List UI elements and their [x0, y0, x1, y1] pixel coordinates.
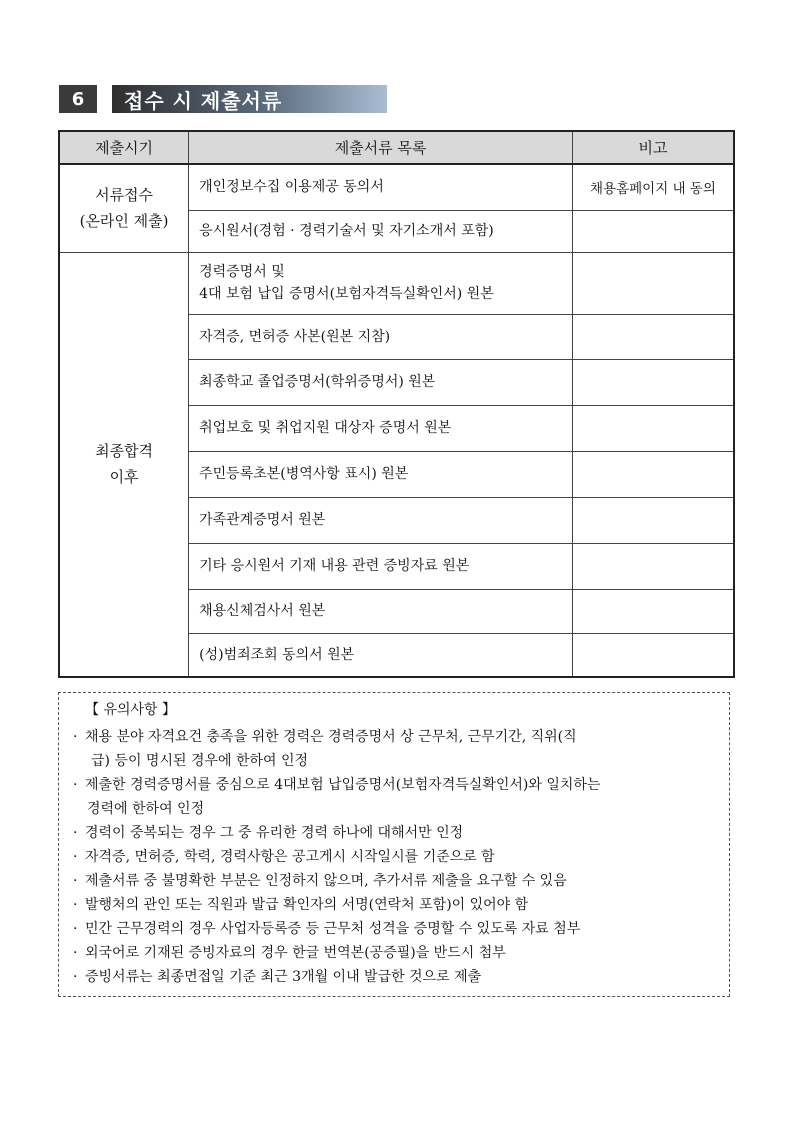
table-row — [59, 252, 734, 314]
timing-line: 최종합격 — [95, 442, 154, 461]
notice-line: 경력에 한하여 인정 — [87, 801, 205, 817]
document-note — [572, 543, 734, 589]
document-item: 가족관계증명서 원본 — [189, 497, 573, 543]
document-note — [572, 633, 734, 677]
document-note — [572, 451, 734, 497]
section-number: 6 — [59, 85, 97, 113]
document-item-line: 경력증명서 및 — [199, 264, 285, 280]
timing-cell — [59, 252, 189, 677]
section-title: 접수 시 제출서류 — [112, 85, 387, 113]
timing-line: 이후 — [109, 468, 139, 487]
timing-line: (온라인 제출) — [79, 212, 169, 231]
notice-line: · 채용 분야 자격요건 충족을 위한 경력은 경력증명서 상 근무처, 근무기간, 직위(직 — [85, 729, 577, 745]
header-remarks: 비고 — [572, 131, 734, 164]
notice-item — [71, 773, 721, 821]
document-item: 취업보호 및 취업지원 대상자 증명서 원본 — [189, 405, 573, 451]
header-document-list: 제출서류 목록 — [189, 131, 573, 164]
document-item: (성)범죄조회 동의서 원본 — [189, 633, 573, 677]
timing-cell — [59, 164, 189, 252]
document-note — [572, 497, 734, 543]
document-item: 기타 응시원서 기재 내용 관련 증빙자료 원본 — [189, 543, 573, 589]
document-note — [572, 314, 734, 359]
notice-title: 【 유의사항 】 — [85, 702, 176, 718]
notice-item: · 자격증, 면허증, 학력, 경력사항은 공고게시 시작일시를 기준으로 함 — [71, 845, 721, 869]
notice-line: · 제출한 경력증명서를 중심으로 4대보험 납입증명서(보험자격득실확인서)와 일치하는 — [85, 777, 601, 793]
document-item-line: 4대 보험 납입 증명서(보험자격득실확인서) 원본 — [199, 286, 494, 302]
notice-item: · 민간 근무경력의 경우 사업자등록증 등 근무처 성격을 증명할 수 있도록 자료 첨부 — [71, 917, 721, 941]
document-note — [572, 589, 734, 633]
notice-item: · 경력이 중복되는 경우 그 중 유리한 경력 하나에 대해서만 인정 — [71, 821, 721, 845]
document-item: 주민등록초본(병역사항 표시) 원본 — [189, 451, 573, 497]
table-header-row — [59, 131, 734, 164]
notice-line: 급) 등이 명시된 경우에 한하여 인정 — [91, 753, 309, 769]
document-note — [572, 252, 734, 314]
documents-table — [58, 130, 735, 678]
notice-item: · 증빙서류는 최종면접일 기준 최근 3개월 이내 발급한 것으로 제출 — [71, 965, 721, 989]
document-item: 최종학교 졸업증명서(학위증명서) 원본 — [189, 359, 573, 405]
table-row — [59, 164, 734, 210]
notice-item — [71, 725, 721, 773]
document-note: 채용홈페이지 내 동의 — [572, 164, 734, 210]
notice-item: · 제출서류 중 불명확한 부분은 인정하지 않으며, 추가서류 제출을 요구할 수 있음 — [71, 869, 721, 893]
section-gap — [97, 85, 112, 113]
notice-item: · 발행처의 관인 또는 직원과 발급 확인자의 서명(연락처 포함)이 있어야 함 — [71, 893, 721, 917]
notice-item: · 외국어로 기재된 증빙자료의 경우 한글 번역본(공증필)을 반드시 첨부 — [71, 941, 721, 965]
document-item: 자격증, 면허증 사본(원본 지참) — [189, 314, 573, 359]
timing-line: 서류접수 — [95, 186, 154, 205]
section-header — [59, 85, 387, 113]
notice-list — [71, 725, 721, 989]
document-item: 개인정보수집 이용제공 동의서 — [189, 164, 573, 210]
document-note — [572, 210, 734, 252]
document-note — [572, 359, 734, 405]
notice-box — [58, 692, 730, 997]
document-item: 응시원서(경험 · 경력기술서 및 자기소개서 포함) — [189, 210, 573, 252]
document-item — [189, 252, 573, 314]
document-item: 채용신체검사서 원본 — [189, 589, 573, 633]
document-note — [572, 405, 734, 451]
header-timing: 제출시기 — [59, 131, 189, 164]
